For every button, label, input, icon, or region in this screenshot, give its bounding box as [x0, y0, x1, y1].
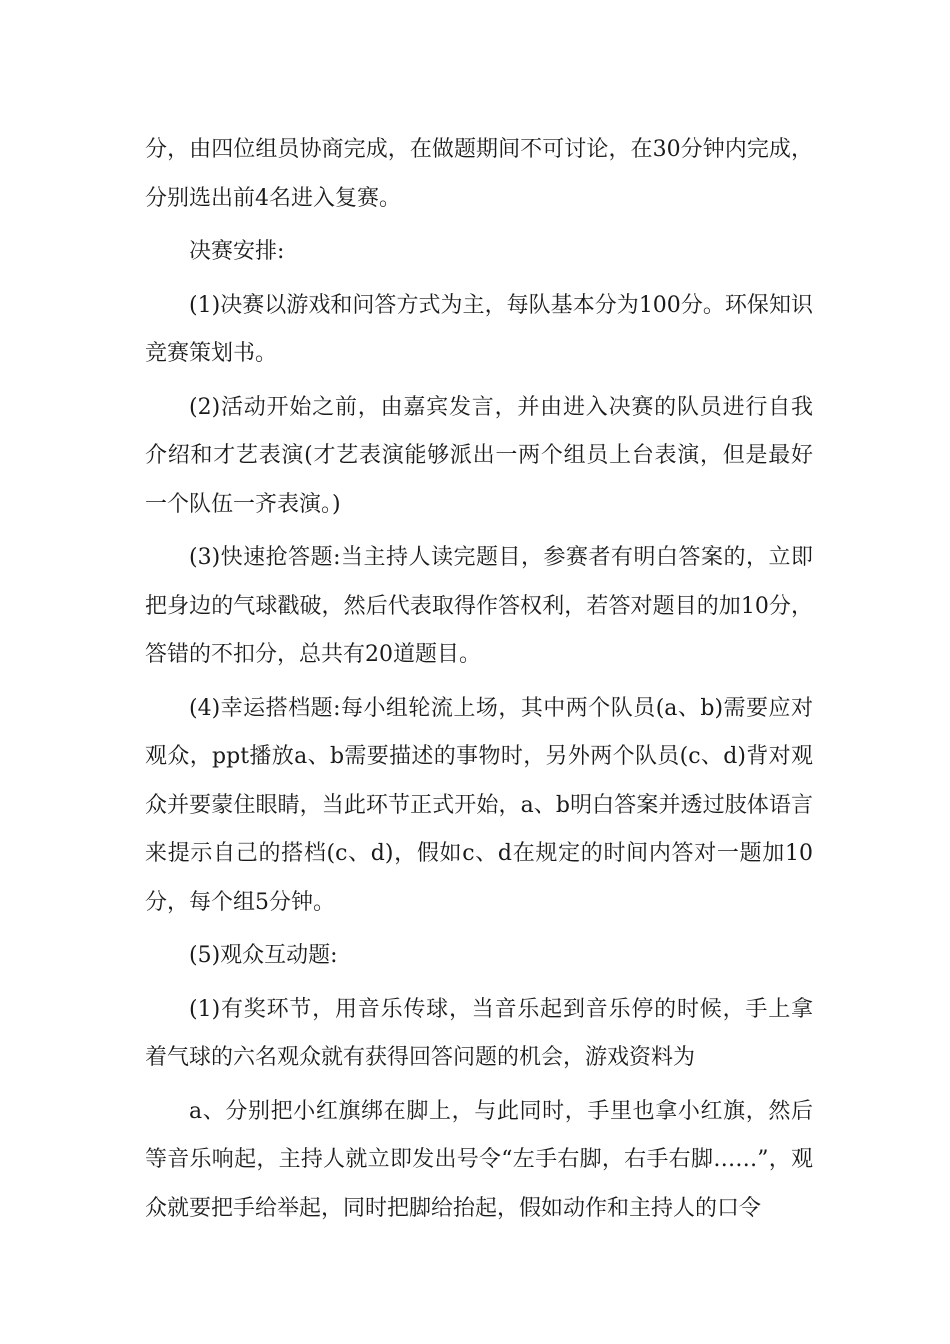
paragraph-final-rule-3: (3)快速抢答题:当主持人读完题目，参赛者有明白答案的，立即把身边的气球戳破，然后代表取得作答权利，若答对题目的加10分，答错的不扣分，总共有20道题目。	[145, 545, 813, 667]
document-body	[145, 126, 813, 1238]
paragraph-audience-game-a: a、分别把小红旗绑在脚上，与此同时，手里也拿小红旗，然后等音乐响起，主持人就立即发出号令“左手右脚，右手右脚……”，观众就要把手给举起，同时把脚给抬起，假如动作和主持人的口令	[145, 1098, 813, 1221]
paragraph-final-rule-5: (5)观众互动题:	[189, 943, 338, 968]
paragraph-audience-1: (1)有奖环节，用音乐传球，当音乐起到音乐停的时候，手上拿着气球的六名观众就有获得回答问题的机会，游戏资料为	[145, 996, 813, 1070]
paragraph-final-rule-2: (2)活动开始之前，由嘉宾发言，并由进入决赛的队员进行自我介绍和才艺表演(才艺表演能够派出一两个组员上台表演，但是最好一个队伍一齐表演。)	[145, 394, 813, 517]
paragraph-final-rule-4: (4)幸运搭档题:每小组轮流上场，其中两个队员(a、b)需要应对观众，ppt播放a、b需要描述的事物时，另外两个队员(c、d)背对观众并要蒙住眼睛，当此环节正式开始，a、b明白答案并透过肢体语言来提示自己的搭档(c、d)，假如c、d在规定的时间内答对一题加10分，每个组5分钟。	[145, 695, 813, 915]
paragraph-final-rule-1: (1)决赛以游戏和问答方式为主，每队基本分为100分。环保知识竞赛策划书。	[145, 292, 813, 366]
paragraph-continued: 分，由四位组员协商完成，在做题期间不可讨论，在30分钟内完成，分别选出前4名进入复赛。	[145, 137, 813, 211]
paragraph-final-heading: 决赛安排:	[189, 239, 285, 264]
